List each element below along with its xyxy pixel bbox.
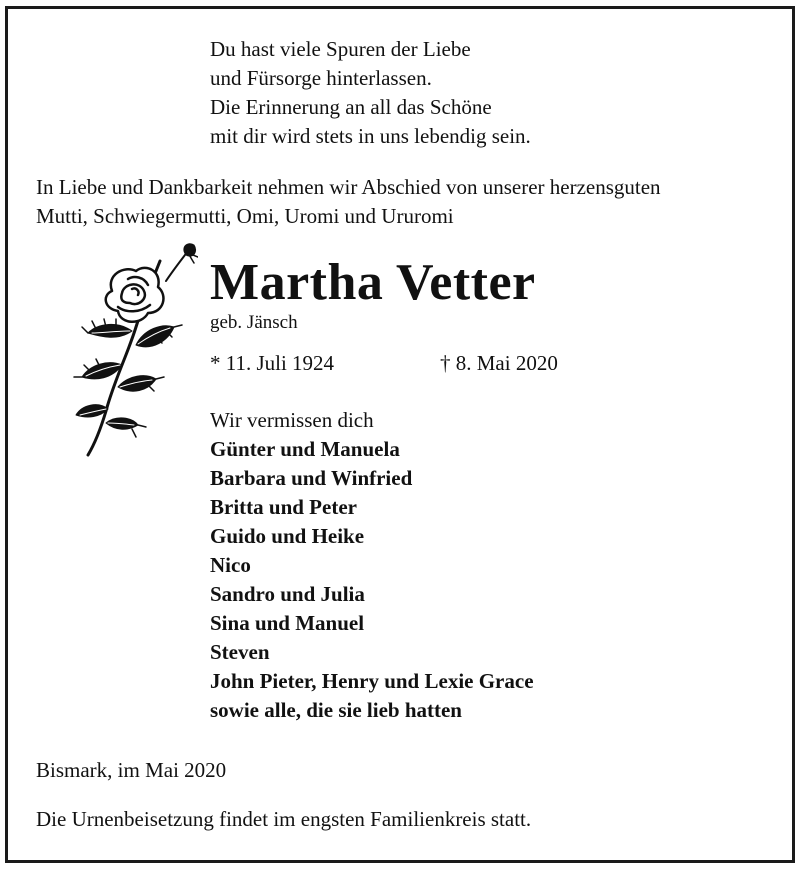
intro-line: Mutti, Schwiegermutti, Omi, Uromi und Ururomi: [36, 204, 454, 228]
death-date: † 8. Mai 2020: [440, 351, 558, 375]
mourner-entry: sowie alle, die sie lieb hatten: [210, 698, 462, 722]
mourner-entry: John Pieter, Henry und Lexie Grace: [210, 669, 534, 693]
obituary-notice: [5, 6, 795, 863]
mourner-entry: Sina und Manuel: [210, 611, 365, 635]
mourner-entry: Sandro und Julia: [210, 582, 365, 606]
mourner-entry: Guido und Heike: [210, 524, 365, 548]
farewell-intro: [36, 173, 661, 231]
poem-line: Die Erinnerung an all das Schöne: [210, 95, 492, 119]
rose-icon: [48, 241, 198, 457]
poem-line: Du hast viele Spuren der Liebe: [210, 37, 471, 61]
mourner-entry: Nico: [210, 553, 251, 577]
birth-date: * 11. Juli 1924: [210, 351, 335, 375]
deceased-name: Martha Vetter: [210, 254, 536, 311]
burial-note: Die Urnenbeisetzung findet im engsten Familienkreis statt.: [36, 807, 532, 831]
mourners-intro: Wir vermissen dich: [210, 408, 374, 432]
mourner-entry: Britta und Peter: [210, 495, 357, 519]
memorial-poem: [210, 35, 531, 151]
mourner-entry: Steven: [210, 640, 270, 664]
place-and-date: Bismark, im Mai 2020: [36, 758, 227, 782]
mourners-list: [210, 406, 534, 725]
mourner-entry: Günter und Manuela: [210, 437, 400, 461]
mourner-entry: Barbara und Winfried: [210, 466, 413, 490]
poem-line: und Fürsorge hinterlassen.: [210, 66, 432, 90]
intro-line: In Liebe und Dankbarkeit nehmen wir Abschied von unserer herzensguten: [36, 175, 661, 199]
poem-line: mit dir wird stets in uns lebendig sein.: [210, 124, 531, 148]
maiden-name: geb. Jänsch: [210, 312, 298, 333]
